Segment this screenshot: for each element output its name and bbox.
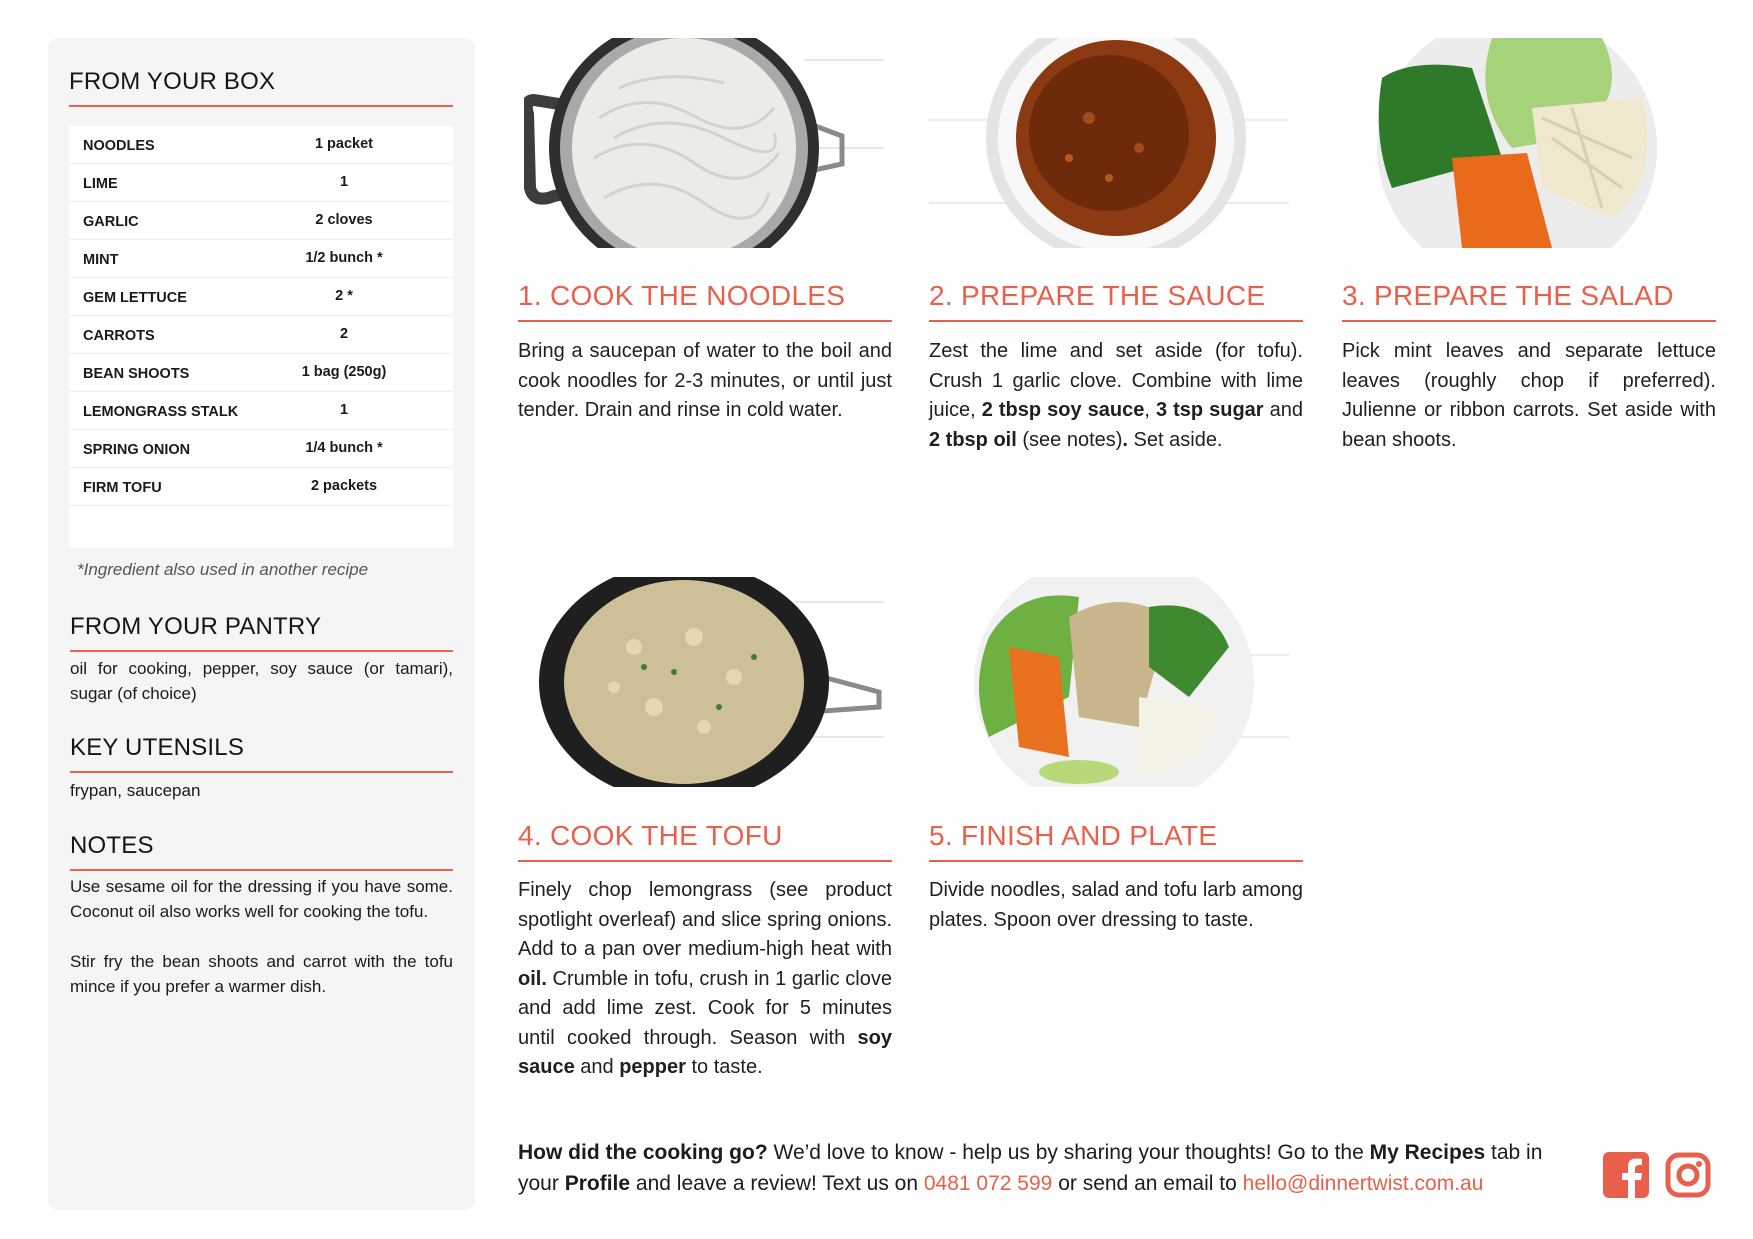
footer-question: How did the cooking go?: [518, 1141, 768, 1164]
footer-text: and leave a review! Text us on: [635, 1172, 919, 1195]
footer-text: or send an email to: [1058, 1172, 1237, 1195]
box-footnote: *Ingredient also used in another recipe: [77, 560, 369, 579]
pepper-highlight: pepper: [619, 1056, 686, 1078]
step-2-text-part: Set aside.: [1133, 428, 1223, 451]
step-4-text-part: and: [580, 1056, 614, 1078]
ingredient-name: SPRING ONION: [83, 442, 191, 458]
ingredient-qty: 1: [339, 402, 349, 418]
oil-amount: 2 tbsp oil: [929, 428, 1017, 451]
pantry-heading: FROM YOUR PANTRY: [70, 613, 453, 652]
step-1-photo: [524, 38, 884, 248]
table-row: [69, 392, 453, 430]
noodles-in-strainer-image: [524, 38, 884, 248]
table-row: [69, 430, 453, 468]
soy-sauce-amount: 2 tbsp soy sauce: [981, 399, 1145, 421]
step-3-photo: [1342, 38, 1702, 248]
ingredient-qty: 1: [339, 174, 349, 190]
tofu-in-frypan-image: [524, 577, 884, 787]
phone-link[interactable]: 0481 072 599: [923, 1172, 1053, 1195]
step-3-title: 3. PREPARE THE SALAD: [1342, 280, 1716, 322]
ingredient-name: LIME: [83, 176, 118, 192]
step-4-title: 4. COOK THE TOFU: [518, 820, 892, 862]
step-2-text-part: Zest the lime and set aside (for tofu). Crush 1 garlic clove. Combine with lime juice,: [929, 340, 1303, 421]
notes-heading: NOTES: [70, 832, 453, 871]
ingredient-qty: 2 packets: [310, 478, 378, 494]
oil-highlight: oil.: [518, 967, 547, 990]
ingredient-qty: 2 cloves: [315, 212, 373, 228]
step-5-text: Divide noodles, salad and tofu larb among plates. Spoon over dressing to taste.: [929, 879, 1303, 931]
ingredients-sidebar: [48, 38, 475, 1210]
sauce-in-bowl-image: [929, 38, 1289, 248]
utensils-text: frypan, saucepan: [70, 781, 201, 800]
notes-paragraph-1: Use sesame oil for the dressing if you have some. Coconut oil also works well for cooking the tofu.: [70, 877, 453, 921]
ingredient-name: GEM LETTUCE: [83, 290, 187, 306]
step-4-text-part: Crumble in tofu, crush in 1 garlic clove and add lime zest. Cook for 5 minutes until cooked through. Season with: [518, 967, 892, 1049]
ingredient-qty: 1/4 bunch *: [305, 440, 383, 456]
profile-label: Profile: [564, 1172, 631, 1195]
step-2-photo: [929, 38, 1289, 248]
finished-plate-image: [929, 577, 1289, 787]
step-2-text-part: (see notes): [1022, 428, 1123, 451]
step-2-text-part: ,: [1144, 399, 1150, 421]
my-recipes-label: My Recipes: [1369, 1141, 1486, 1164]
email-link[interactable]: hello@dinnertwist.com.au: [1242, 1172, 1484, 1195]
step-1-text: Bring a saucepan of water to the boil and cook noodles for 2-3 minutes, or until just tender. Drain and rinse in cold water.: [518, 340, 892, 421]
ingredient-name: GARLIC: [83, 214, 139, 230]
step-5-title: 5. FINISH AND PLATE: [929, 820, 1303, 862]
salad-bowl-image: [1342, 38, 1702, 248]
table-row: [69, 354, 453, 392]
instagram-icon[interactable]: [1665, 1152, 1711, 1198]
table-row: [69, 468, 453, 506]
ingredient-name: MINT: [83, 252, 119, 268]
soy-sauce-highlight: soy sauce: [518, 1026, 892, 1078]
ingredient-qty: 1 packet: [314, 136, 374, 152]
step-2-text-part: .: [1122, 428, 1128, 451]
step-2-text: [929, 337, 1303, 455]
notes-paragraph-2: Stir fry the bean shoots and carrot with the tofu mince if you prefer a warmer dish.: [70, 952, 453, 996]
step-1-title: 1. COOK THE NOODLES: [518, 280, 892, 322]
table-row: [69, 278, 453, 316]
table-row: [69, 164, 453, 202]
ingredient-qty: 2 *: [335, 288, 353, 304]
ingredient-qty: 1/2 bunch *: [305, 250, 383, 266]
ingredient-name: FIRM TOFU: [83, 480, 162, 496]
sugar-amount: 3 tsp sugar: [1155, 399, 1264, 421]
step-4-text-part: to taste.: [691, 1056, 763, 1078]
ingredient-name: NOODLES: [83, 138, 155, 154]
pantry-text: oil for cooking, pepper, soy sauce (or tamari), sugar (of choice): [70, 659, 453, 703]
footer-text: We’d love to know - help us by sharing your thoughts! Go to the: [773, 1141, 1364, 1164]
step-3-text: Pick mint leaves and separate lettuce leaves (roughly chop if preferred). Julienne or ribbon carrots. Set aside with bean shoots.: [1342, 340, 1716, 451]
step-4-text-part: Finely chop lemongrass (see product spotlight overleaf) and slice spring onions. Add to a pan over medium-high heat with: [518, 879, 892, 960]
feedback-footer: [518, 1137, 1578, 1199]
step-5-photo: [929, 577, 1289, 787]
ingredient-qty: 1 bag (250g): [301, 364, 387, 380]
step-4-text: [518, 876, 892, 1083]
ingredient-name: LEMONGRASS STALK: [83, 404, 239, 420]
table-row: [69, 202, 453, 240]
box-ingredients-table: [69, 126, 453, 548]
ingredient-name: CARROTS: [83, 328, 155, 344]
ingredient-name: BEAN SHOOTS: [83, 366, 190, 382]
step-2-title: 2. PREPARE THE SAUCE: [929, 280, 1303, 322]
footer-text: tab in your: [518, 1141, 1543, 1195]
table-row: [69, 126, 453, 164]
table-row: [69, 316, 453, 354]
ingredient-qty: 2: [339, 326, 349, 342]
facebook-icon[interactable]: [1603, 1152, 1649, 1198]
step-2-text-part: and: [1269, 399, 1303, 421]
from-your-box-heading: FROM YOUR BOX: [69, 68, 453, 107]
utensils-heading: KEY UTENSILS: [70, 734, 453, 773]
step-4-photo: [524, 577, 884, 787]
table-row: [69, 240, 453, 278]
